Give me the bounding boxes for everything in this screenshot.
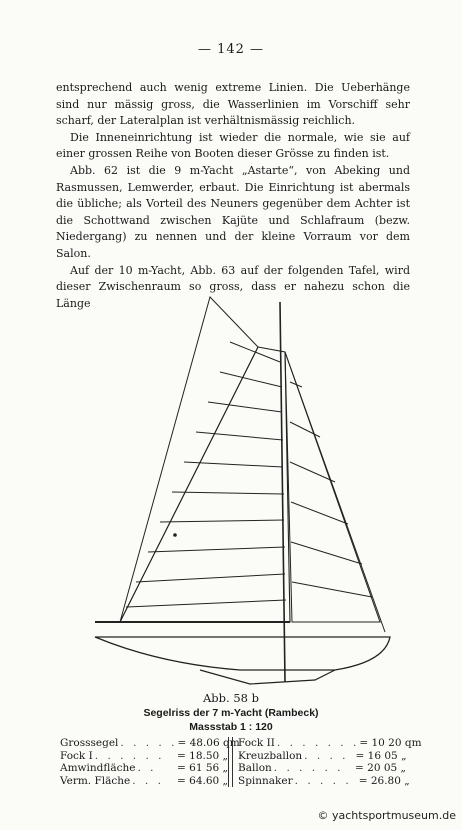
row-label: Verm. Fläche	[60, 774, 131, 787]
column-divider	[228, 737, 233, 787]
row-value: = 64.60 „	[177, 774, 228, 787]
table-row	[238, 762, 406, 775]
row-leader: . . . . .	[294, 774, 352, 787]
row-leader: . . . . .	[120, 737, 178, 749]
watermark: © yachtsportmuseum.de	[317, 809, 456, 822]
row-leader: . . . . . . .	[276, 737, 360, 749]
row-leader: . . . .	[304, 749, 349, 762]
sail-table-right-column	[238, 737, 422, 787]
sail-table-left-column	[60, 737, 240, 787]
row-leader: . . . . . .	[273, 762, 344, 775]
row-value: = 48.06 qm	[177, 737, 240, 749]
row-value: = 26.80 „	[358, 774, 410, 787]
page-number: — 142 —	[197, 42, 265, 57]
mainsail-outline	[120, 297, 258, 622]
mainsail-body	[120, 347, 290, 622]
row-label: Ballon	[238, 762, 272, 775]
body-text	[56, 80, 410, 312]
sail-plan-drawing	[80, 292, 400, 692]
mast	[280, 302, 285, 682]
figure-scale: Massstab 1 : 120	[189, 721, 273, 733]
row-value: = 20 05 „	[355, 762, 406, 775]
table-row	[238, 750, 406, 763]
paragraph: Die Inneneinrichtung ist wieder die normale, wie sie auf einer grossen Reihe von Booten dieser Grösse zu finden ist.	[56, 130, 410, 161]
table-row	[60, 750, 228, 763]
row-value: = 61 56 „	[177, 762, 228, 775]
row-value: = 18.50 „	[177, 749, 228, 762]
row-label: Fock I	[60, 749, 93, 762]
figure-caption: Abb. 58 b	[203, 691, 259, 705]
table-row	[238, 774, 410, 788]
row-value: = 16 05 „	[355, 749, 407, 762]
table-row	[60, 775, 228, 788]
paragraph: entsprechend auch wenig extreme Linien. Die Ueberhänge sind nur mässig gross, die Wasserlinien im Vorschiff sehr scharf, der Lateralplan ist verhältnismässig reichlich.	[56, 81, 410, 128]
row-label: Grosssegel	[60, 737, 119, 749]
row-label: Spinnaker	[238, 774, 293, 787]
row-leader: . . .	[132, 774, 164, 787]
table-row	[238, 737, 422, 750]
row-label: Fock II	[238, 737, 275, 749]
keel	[200, 670, 335, 684]
row-leader: . .	[137, 762, 157, 775]
row-label: Amwindfläche	[60, 762, 136, 775]
sail-plan-svg	[80, 292, 400, 692]
hull	[95, 637, 390, 670]
row-leader: . . . . . .	[94, 749, 165, 762]
table-row	[60, 737, 240, 750]
paragraph: Auf der 10 m-Yacht, Abb. 63 auf der folgenden Tafel, wird dieser Zwischenraum so gross, dass er nahezu schon die Länge	[56, 263, 410, 310]
row-label: Kreuzballon	[238, 749, 303, 762]
paragraph: Abb. 62 ist die 9 m-Yacht „Astarte“, von Abeking und Rasmussen, Lemwerder, erbaut. Die Einrichtung ist abermals die übliche; als Vorteil des Neuners gegenüber dem Achter ist die Schottwand zwischen Kajüte und Schlafraum (bezw. Niedergang) zu nennen und der kleine Vorraum vor dem Salon.	[56, 163, 410, 260]
figure-subtitle: Segelriss der 7 m-Yacht (Rambeck)	[143, 707, 319, 719]
row-value: = 10 20 qm	[359, 737, 422, 749]
table-row	[60, 762, 228, 775]
